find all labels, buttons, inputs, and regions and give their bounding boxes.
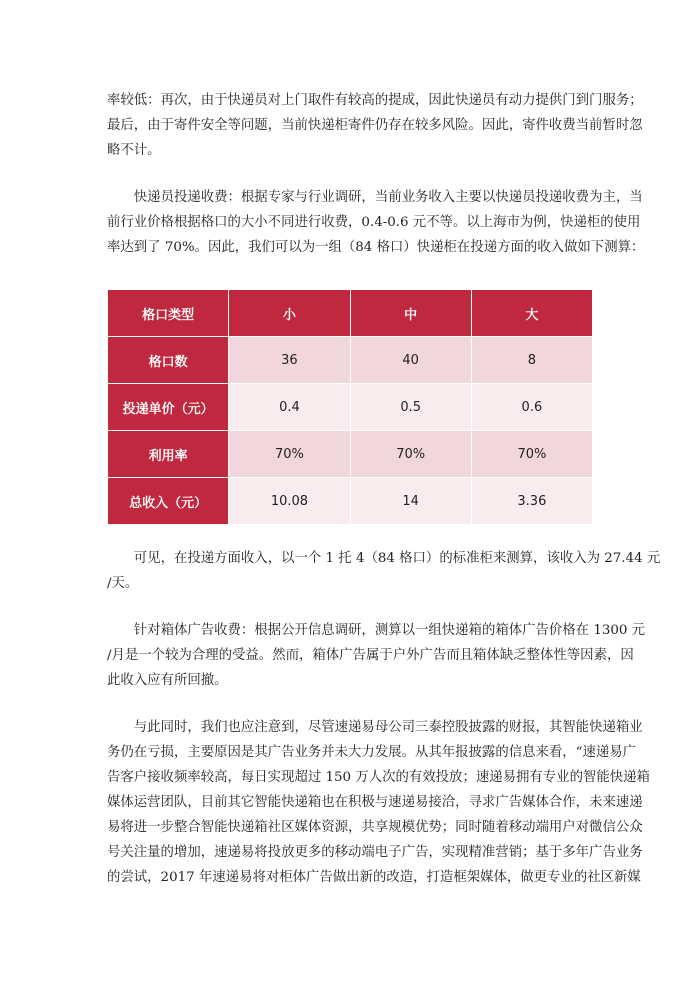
text-line: 此收入应有所回撤。	[107, 673, 228, 688]
text-line: 务仍在亏损，主要原因是其广告业务并未大力发展。从其年报披露的信息来看，“速递易广	[107, 745, 637, 760]
text-line: 号关注量的增加，速递易将投放更多的移动端电子广告，实现精准营销；基于多年广告业务	[107, 845, 643, 860]
text-line: /月是一个较为合理的受益。然而，箱体广告属于户外广告而且箱体缺乏整体性等因素，因	[107, 648, 634, 663]
table-header-cell: 小	[229, 290, 350, 337]
text-line: 针对箱体广告收费：根据公开信息调研，测算以一组快递箱的箱体广告价格在 1300 元	[133, 623, 646, 638]
table-cell: 70%	[350, 431, 471, 478]
table-row	[108, 337, 593, 384]
table-row	[108, 431, 593, 478]
text-line: 快递员投递收费：根据专家与行业调研，当前业务收入主要以快递员投递收费为主，当	[133, 190, 643, 205]
table-cell: 36	[229, 337, 350, 384]
table-cell: 3.36	[471, 478, 592, 525]
text-line: /天。	[107, 576, 139, 591]
document-body-top	[107, 88, 645, 260]
text-line: 与此同时，我们也应注意到，尽管速递易母公司三泰控股披露的财报，其智能快递箱业	[133, 720, 643, 735]
table-cell: 70%	[229, 431, 350, 478]
paragraph-sudiyi-advertising	[107, 715, 650, 890]
table-cell: 70%	[471, 431, 592, 478]
paragraph-intro-continuation	[107, 88, 643, 163]
table-row-label: 格口数	[108, 337, 229, 384]
text-line: 媒体运营团队，目前其它智能快递箱也在积极与速递易接洽，寻求广告媒体合作，未来速递	[107, 795, 643, 810]
paragraph-box-advertising-fee	[107, 618, 646, 693]
table-row-label: 总收入（元）	[108, 478, 229, 525]
paragraph-delivery-conclusion	[107, 546, 661, 596]
table-cell: 0.5	[350, 384, 471, 431]
table-row-label: 投递单价（元）	[108, 384, 229, 431]
text-line: 率较低：再次，由于快递员对上门取件有较高的提成，因此快递员有动力提供门到门服务；	[107, 93, 643, 108]
text-line: 略不计。	[107, 143, 161, 158]
text-line: 易将进一步整合智能快递箱社区媒体资源，共享规模优势；同时随着移动端用户对微信公众	[107, 820, 643, 835]
revenue-table	[107, 289, 593, 525]
table-cell: 10.08	[229, 478, 350, 525]
table-row	[108, 478, 593, 525]
table-header-cell: 大	[471, 290, 592, 337]
text-line: 的尝试，2017 年速递易将对柜体广告做出新的改造，打造框架媒体，做更专业的社区新媒	[107, 870, 641, 885]
text-line: 最后，由于寄件安全等问题，当前快递柜寄件仍存在较多风险。因此，寄件收费当前暂时忽	[107, 118, 643, 133]
text-line: 率达到了 70%。因此，我们可以为一组（84 格口）快递柜在投递方面的收入做如下测算：	[107, 240, 645, 255]
text-line: 前行业价格根据格口的大小不同进行收费，0.4-0.6 元不等。以上海市为例，快递柜的使用	[107, 215, 641, 230]
text-line: 告客户接收频率较高，每日实现超过 150 万人次的有效投放；速递易拥有专业的智能快递箱	[107, 770, 650, 785]
table-header-row	[108, 290, 593, 337]
table-cell: 0.6	[471, 384, 592, 431]
document-body-bottom	[107, 546, 661, 890]
table-cell: 40	[350, 337, 471, 384]
table-header-cell: 中	[350, 290, 471, 337]
table-cell: 14	[350, 478, 471, 525]
table-row-label: 利用率	[108, 431, 229, 478]
table-row	[108, 384, 593, 431]
table-header-cell: 格口类型	[108, 290, 229, 337]
paragraph-courier-delivery-fee	[107, 185, 645, 260]
table-cell: 8	[471, 337, 592, 384]
table-cell: 0.4	[229, 384, 350, 431]
text-line: 可见，在投递方面收入，以一个 1 托 4（84 格口）的标准柜来测算，该收入为 27.44 元	[133, 551, 661, 566]
